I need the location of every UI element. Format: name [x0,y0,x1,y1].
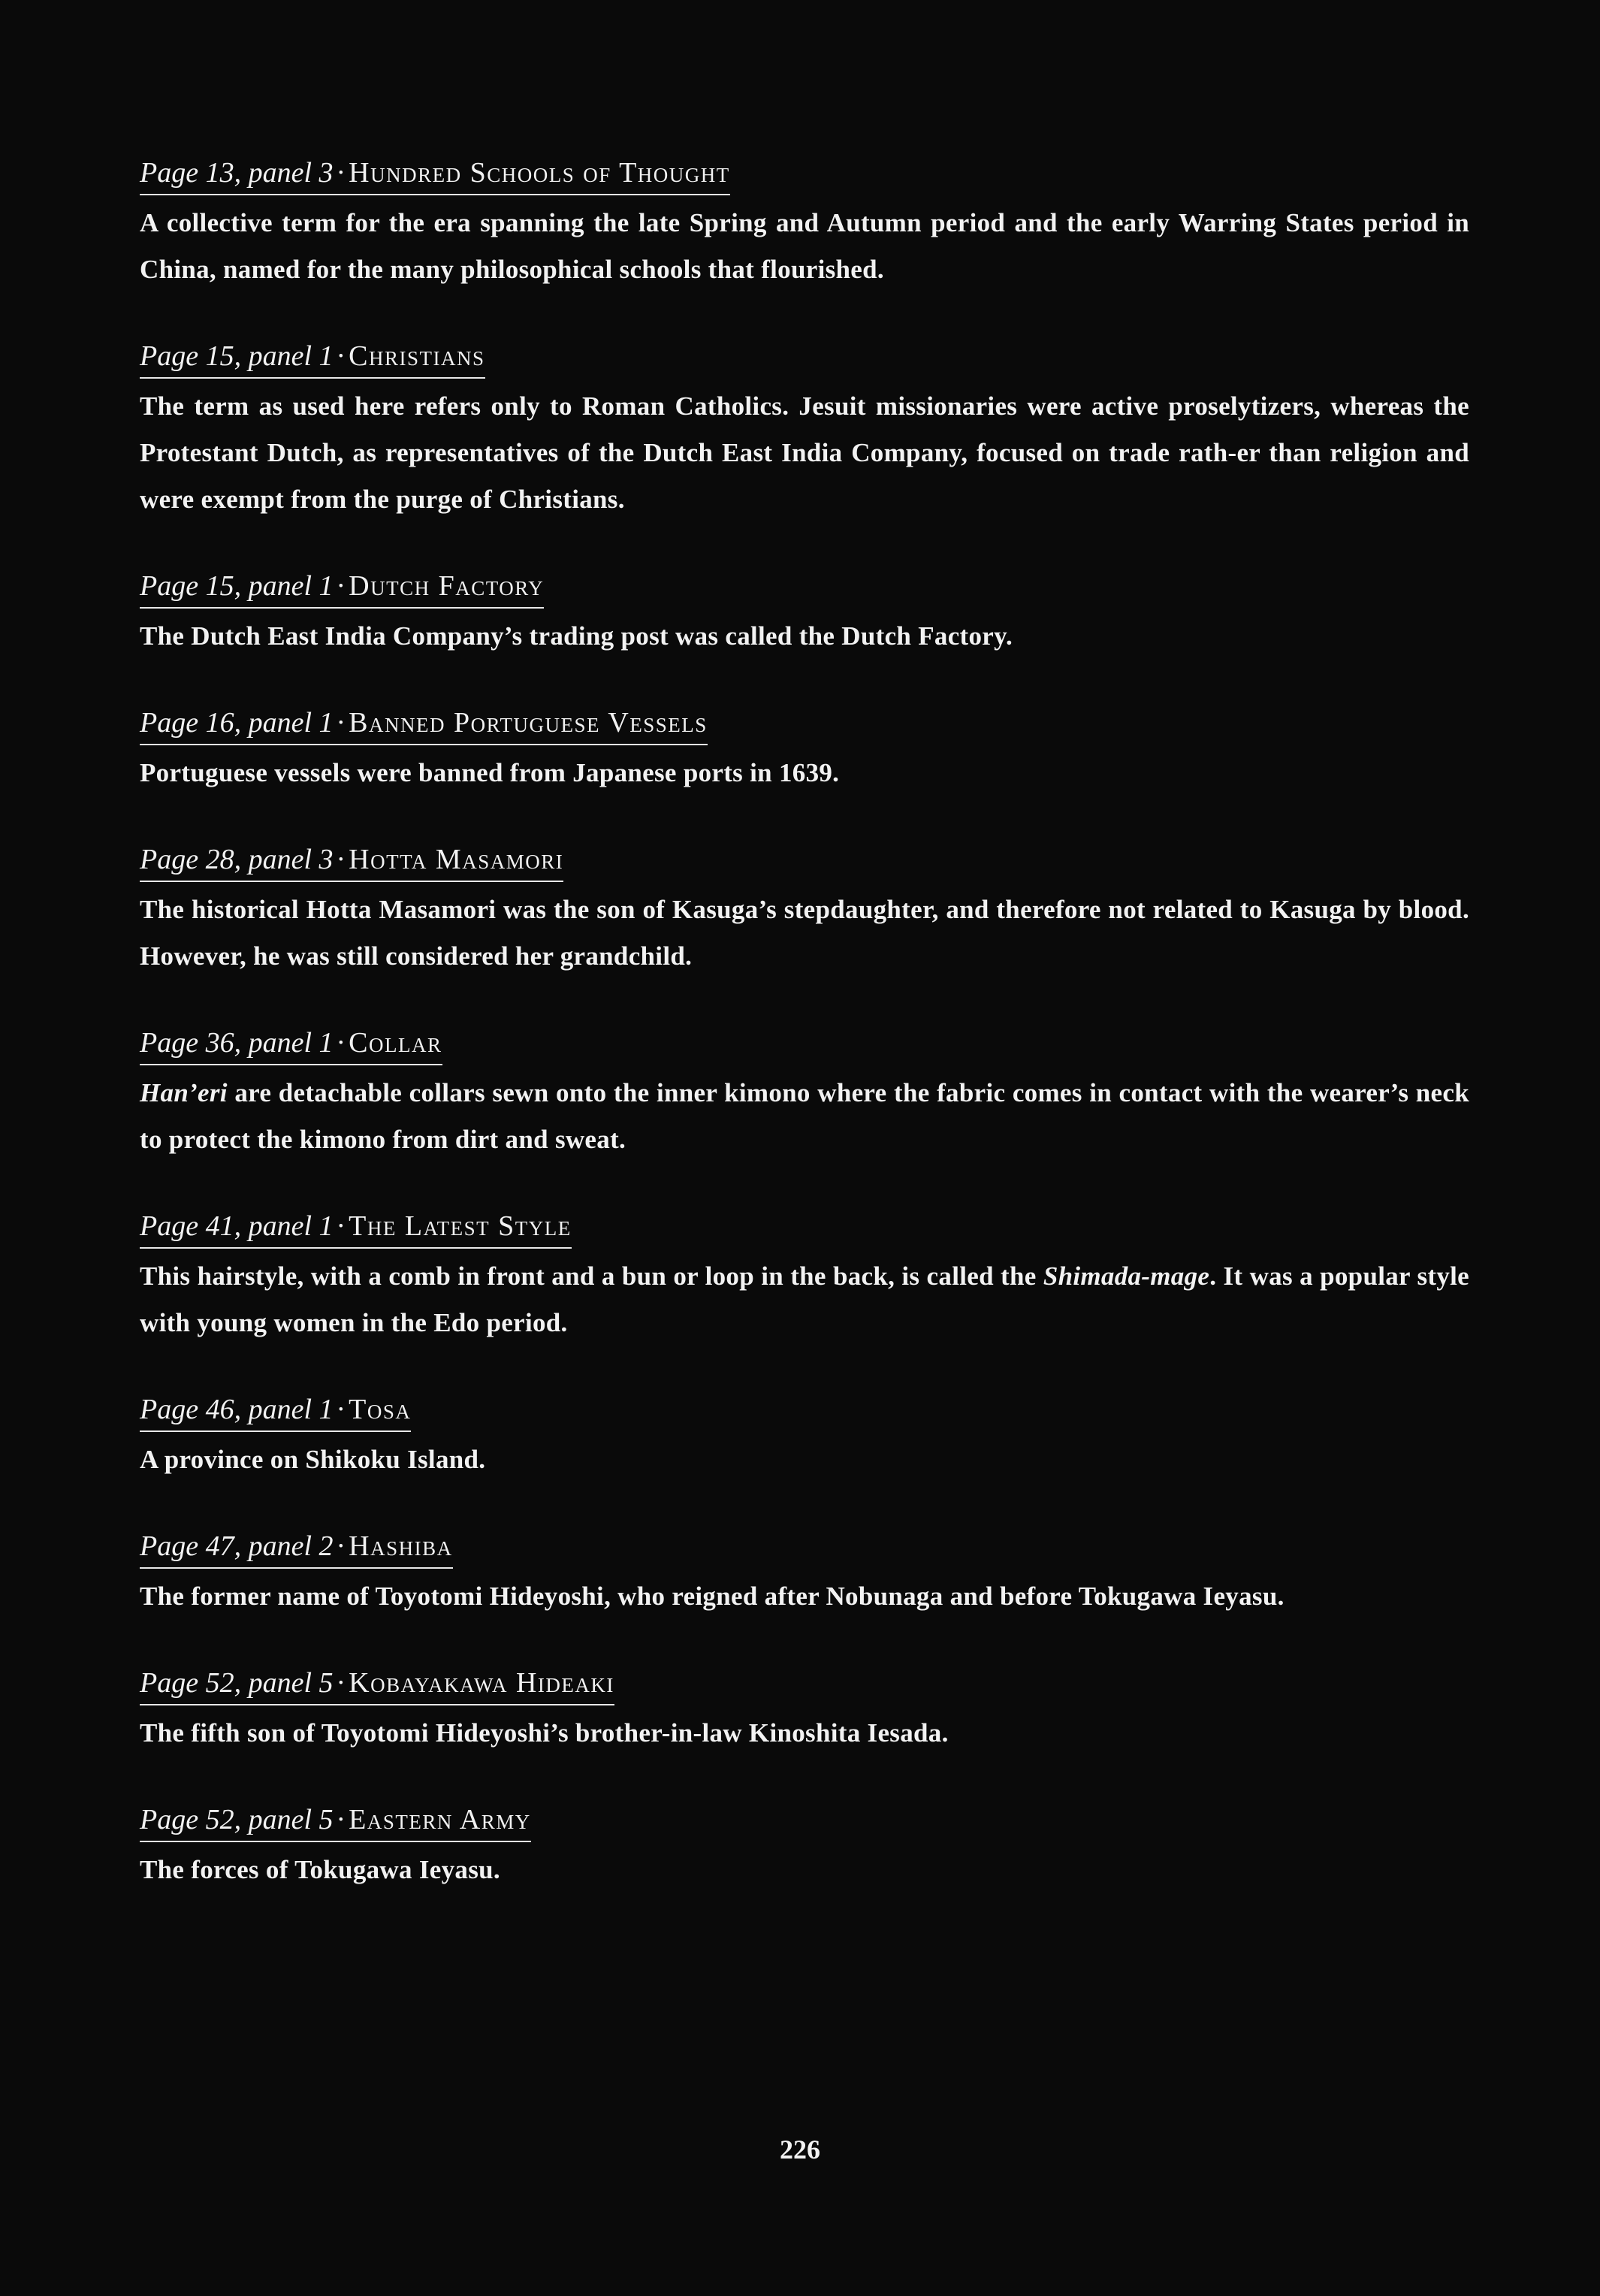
note-heading [140,703,708,745]
separator: · [336,1027,346,1059]
separator: · [336,1530,346,1562]
note-heading [140,1527,453,1569]
separator: · [336,340,346,372]
note-heading [140,566,544,609]
note-reference: Page 41, panel 1 [140,1210,334,1242]
separator: · [336,1394,346,1425]
note-term: Christians [349,340,485,372]
note-reference: Page 47, panel 2 [140,1530,334,1562]
page-number: 226 [780,2134,820,2165]
note-kobayakawa-hideaki [140,1663,1469,1757]
note-tosa [140,1390,1469,1483]
separator: · [336,157,346,189]
note-eastern-army [140,1800,1469,1893]
separator: · [336,844,346,875]
separator: · [336,707,346,739]
note-term: Dutch Factory [349,570,545,602]
note-heading [140,153,730,195]
note-text: The term as used here refers only to Roman Catholics. Jesuit missionaries were active proselytizers, whereas the Protestant Dutch, as representatives of the Dutch East India Company, focused on trade rath-er than religion and were exempt from the purge of Christians. [140,391,1469,514]
note-reference: Page 36, panel 1 [140,1027,334,1059]
note-text-before: This hairstyle, with a comb in front and a bun or loop in the back, is called the [140,1261,1043,1291]
note-term: The Latest Style [349,1210,572,1242]
italic-term: Han’eri [140,1078,228,1107]
note-text: A collective term for the era spanning the late Spring and Autumn period and the early Warring States period in China, named for the many philosophical schools that flourished. [140,208,1469,284]
note-term: Kobayakawa Hideaki [349,1667,614,1699]
note-text: The former name of Toyotomi Hideyoshi, who reigned after Nobunaga and before Tokugawa Ieyasu. [140,1582,1285,1611]
note-latest-style [140,1207,1469,1346]
note-reference: Page 16, panel 1 [140,707,334,739]
separator: · [336,1210,346,1242]
note-collar [140,1023,1469,1163]
note-reference: Page 15, panel 1 [140,570,334,602]
separator: · [336,570,346,602]
note-term: Banned Portuguese Vessels [349,707,708,739]
note-heading [140,337,485,379]
note-term: Collar [349,1027,442,1059]
note-text: A province on Shikoku Island. [140,1445,486,1474]
note-heading [140,1663,614,1705]
note-reference: Page 13, panel 3 [140,157,334,189]
note-term: Hashiba [349,1530,453,1562]
note-heading [140,1800,531,1842]
note-text: The historical Hotta Masamori was the son of Kasuga’s stepdaughter, and therefore not related to Kasuga by blood. However, he was still considered her grandchild. [140,895,1469,971]
note-heading [140,1207,572,1249]
note-reference: Page 52, panel 5 [140,1667,334,1699]
separator: · [336,1667,346,1699]
note-christians [140,337,1469,523]
note-text: The Dutch East India Company’s trading post was called the Dutch Factory. [140,621,1013,651]
note-term: Hundred Schools of Thought [349,157,730,189]
note-hundred-schools [140,153,1469,293]
note-text-after: . It was a popular style with young women in the Edo period. [140,1261,1469,1337]
note-text: Portuguese vessels were banned from Japanese ports in 1639. [140,758,840,787]
note-term: Tosa [349,1394,412,1425]
note-reference: Page 28, panel 3 [140,844,334,875]
separator: · [336,1804,346,1835]
note-reference: Page 52, panel 5 [140,1804,334,1835]
italic-term: Shimada-mage [1043,1261,1210,1291]
note-heading [140,1390,411,1432]
note-text [140,1070,1469,1163]
note-reference: Page 46, panel 1 [140,1394,334,1425]
note-heading [140,840,563,882]
note-term: Hotta Masamori [349,844,564,875]
note-dutch-factory [140,566,1469,660]
note-text: The fifth son of Toyotomi Hideyoshi’s brother-in-law Kinoshita Iesada. [140,1718,949,1748]
note-text: The forces of Tokugawa Ieyasu. [140,1855,500,1884]
note-term: Eastern Army [349,1804,531,1835]
note-reference: Page 15, panel 1 [140,340,334,372]
note-hashiba [140,1527,1469,1620]
note-hotta-masamori [140,840,1469,980]
note-text [140,1253,1469,1346]
note-banned-portuguese-vessels [140,703,1469,796]
note-heading [140,1023,442,1065]
translation-notes [140,153,1469,1937]
note-text-rest: are detachable collars sewn onto the inner kimono where the fabric comes in contact with the wearer’s neck to protect the kimono from dirt and sweat. [140,1078,1469,1154]
